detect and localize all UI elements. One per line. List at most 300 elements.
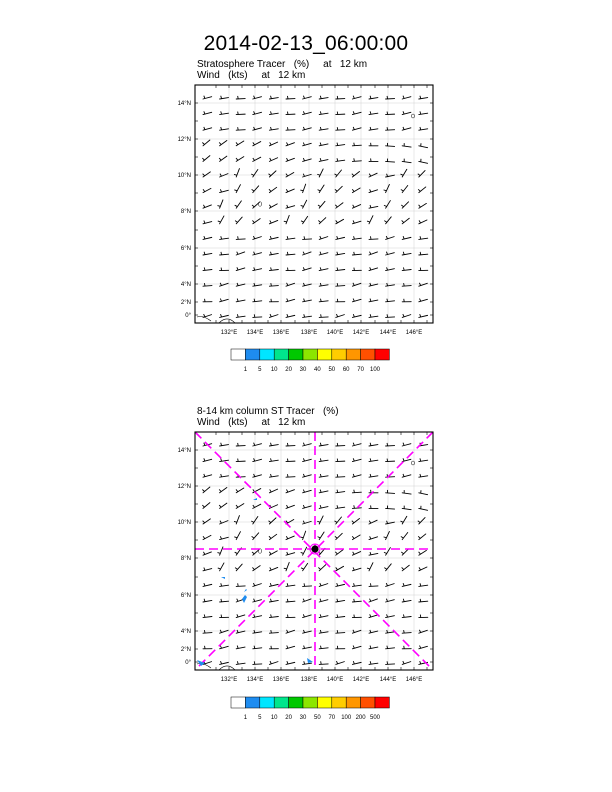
wind-barb-flag [418,521,420,523]
wind-barb-flag [387,112,388,115]
wind-barb-flag [203,205,204,208]
coastline [219,666,235,670]
panel1-colorbar [200,347,420,384]
wind-barb-flag [217,553,220,554]
wind-barb [253,648,262,649]
colorbar-box [332,697,346,708]
wind-barb [402,493,411,494]
wind-barb-flag [287,283,288,286]
wind-barb-flag [204,614,205,617]
wind-barb-flag [221,96,222,99]
wind-barb-flag [387,283,388,286]
wind-barb [336,517,342,524]
wind-barb-flag [303,158,304,161]
wind-barb-flag [269,189,271,191]
wind-barb-flag [320,158,321,161]
wind-barb [303,547,307,555]
wind-barb-flag [269,174,271,176]
wind-barb-flag [221,111,222,114]
wind-barb [386,531,390,539]
wind-barb-flag [387,459,388,462]
wind-barb-flag [237,614,238,617]
wind-barb-flag [370,474,371,477]
wind-barb-flag [401,205,403,207]
wind-barb-flag [286,189,288,192]
wind-barb-flag [303,96,304,99]
colorbar-label: 30 [299,367,307,373]
wind-barb-flag [420,236,421,239]
wind-barb-flag [271,111,272,114]
wind-barb-flag [320,505,321,508]
colorbar-box [332,349,346,360]
wind-barb-flag [401,189,404,191]
wind-barb-flag [287,298,288,301]
wind-barb-flag [370,458,371,461]
wind-barb-flag [303,599,304,602]
wind-barb-flag [403,614,404,617]
colorbar-box [231,697,245,708]
wind-barb-flag [220,536,221,539]
wind-barb-flag [352,189,354,191]
wind-barb-flag [219,142,221,144]
wind-barb-flag [337,614,338,617]
wind-barb-flag [419,283,420,286]
colorbar-box [245,349,259,360]
colorbar-label: 1 [243,715,248,721]
wind-barb-flag [220,283,221,286]
wind-barb-flag [336,567,338,569]
wind-barb [402,161,411,162]
wind-barb-flag [287,252,288,255]
wind-barb-flag [337,112,338,115]
wind-barb-flag [403,96,404,99]
wind-barb-flag [353,474,354,477]
wind-barb-flag [304,236,305,239]
colorbar-box [289,697,303,708]
wind-barb-flag [419,552,421,554]
wind-barb-flag [420,645,421,648]
colorbar-box [303,349,317,360]
wind-barb [419,601,428,602]
wind-barb-flag [236,505,238,507]
wind-barb-flag [353,205,355,208]
wind-barb-flag [236,158,238,160]
wind-barb-flag [370,267,371,270]
colorbar-box [361,697,375,708]
wind-barb-flag [237,599,238,602]
wind-barb [352,145,361,146]
lat-label: 6°N [180,246,191,252]
wind-barb-flag [403,661,404,664]
wind-barb-flag [270,489,272,492]
wind-barb-flag [335,189,337,191]
colorbar-label: 20 [285,367,292,373]
wind-barb [269,286,278,287]
wind-barb-flag [221,583,222,586]
wind-barb [253,566,260,571]
lat-label: 0° [185,313,191,319]
wind-barb [386,184,390,192]
wind-barb [319,532,324,540]
wind-barb [203,286,212,287]
wind-barb-flag [353,298,354,301]
wind-barb [220,563,224,571]
wind-barb [336,550,343,555]
wind-barb-flag [221,661,222,664]
wind-barb [319,516,323,524]
wind-barb-flag [254,474,255,477]
wind-barb-flag [300,190,303,191]
panel1-title-line2: Wind (kts) at 12 km [197,70,306,81]
wind-barb-flag [403,127,404,130]
wind-barb-flag [403,111,404,114]
wind-barb-flag [252,552,254,554]
wind-barb-flag [269,521,271,523]
wind-barb-flag [370,443,371,446]
wind-barb [203,633,212,634]
wind-barb-flag [252,536,254,538]
wind-barb-flag [220,521,221,524]
lon-label: 136°E [272,677,290,683]
wind-barb-flag [370,299,371,302]
wind-barb-flag [353,127,354,130]
wind-barb-flag [286,536,288,539]
wind-barb [236,185,240,193]
lon-label: 146°E [405,677,423,683]
wind-barb [253,219,260,224]
colorbar-box [346,349,360,360]
wind-barb [352,171,359,177]
wind-barb [419,187,426,193]
wind-barb-flag [387,127,388,130]
wind-barb-flag [303,521,304,524]
wind-barb-flag [370,111,371,114]
colorbar-box [375,697,389,708]
wind-barb-flag [353,220,354,223]
tracer-blob [221,577,225,579]
panel2-map [170,432,450,692]
wind-barb-flag [287,443,288,446]
wind-barb-flag [335,536,337,538]
wind-barb [419,493,428,495]
lat-label: 10°N [177,520,191,526]
colorbar-label: 200 [355,715,366,721]
wind-barb [386,217,392,224]
wind-barb-flag [238,127,239,130]
wind-barb-flag [318,221,320,223]
wind-barb-flag [337,252,338,255]
panel1-title-line1: Stratosphere Tracer (%) at 12 km [197,59,368,70]
wind-barb-flag [204,111,205,114]
wind-barb [352,492,361,493]
lat-label: 2°N [180,647,191,653]
wind-barb-flag [418,536,420,538]
wind-barb-flag [254,630,255,633]
wind-barb-flag [220,174,221,177]
lat-label: 14°N [177,101,191,107]
wind-barb-flag [354,583,355,586]
wind-barb-flag [252,220,254,222]
coastline [197,317,211,322]
wind-barb-flag [321,314,322,317]
wind-barb-flag [336,314,337,317]
wind-barb [236,169,239,177]
wind-barb-flag [204,599,205,602]
wind-barb [269,518,276,524]
wind-barb-flag [287,552,288,555]
wind-barb-flag [221,314,222,317]
colorbar-label: 60 [342,367,350,373]
wind-barb [203,156,210,162]
wind-barb-flag [387,661,388,664]
wind-barb-flag [304,314,305,317]
wind-barb-flag [221,474,222,477]
wind-barb-flag [204,474,205,477]
wind-barb [269,617,278,618]
wind-barb [203,519,210,524]
wind-barb-flag [204,96,205,99]
wind-barb-flag [387,521,388,524]
wind-barb [269,270,278,271]
wind-barb-flag [403,474,404,477]
lat-label: 14°N [177,448,191,454]
wind-barb-flag [352,521,354,523]
wind-barb [419,254,428,255]
wind-barb-flag [384,190,387,191]
wind-barb-flag [420,314,421,317]
wind-barb [402,270,411,271]
colorbar-box [260,697,274,708]
center-marker [311,545,318,552]
wind-barb-flag [337,490,338,493]
wind-barb-flag [254,111,255,114]
colorbar-box [317,697,331,708]
wind-barb [386,648,395,649]
colorbar-label: 5 [258,367,262,373]
wind-barb-flag [320,267,321,270]
wind-barb-flag [238,583,239,586]
wind-barb [402,169,407,177]
wind-barb-flag [237,630,238,633]
wind-barb-flag [337,630,338,633]
wind-barb-flag [270,142,272,145]
wind-barb-flag [336,661,337,664]
wind-barb-flag [387,267,388,270]
wind-barb-flag [287,474,288,477]
wind-barb [220,488,227,493]
wind-barb-flag [218,568,221,569]
wind-barb [319,169,323,177]
wind-barb-flag [204,283,205,286]
wind-barb-flag [370,189,371,192]
wind-barb [236,564,242,571]
wind-barb [303,563,308,570]
colorbar-box [289,349,303,360]
wind-barb-flag [367,568,370,569]
wind-barb-flag [420,661,421,664]
wind-barb [386,146,395,147]
wind-barb-flag [271,443,272,446]
wind-barb [336,633,345,634]
wind-barb-flag [337,443,338,446]
wind-barb-flag [204,630,205,633]
wind-barb-flag [269,552,271,554]
wind-barb-flag [287,236,288,239]
wind-barb-flag [304,583,305,586]
wind-barb-flag [353,630,354,633]
lon-label: 132°E [220,677,238,683]
wind-barb-flag [221,599,222,602]
wind-barb-flag [301,568,304,569]
wind-barb-flag [253,583,254,586]
wind-barb-flag [384,568,387,570]
wind-barb-flag [320,127,321,130]
wind-barb-flag [320,490,321,493]
lon-label: 140°E [326,330,344,336]
wind-barb-flag [286,505,287,508]
wind-barb [286,215,289,223]
wind-barb [386,301,395,302]
wind-barb-flag [353,96,354,99]
wind-barb [319,648,328,649]
lon-label: 142°E [352,330,370,336]
wind-barb-flag [320,96,321,99]
panel1-map-svg [170,85,450,345]
wind-barb [220,503,227,508]
wind-barb [220,601,229,602]
wind-barb-flag [203,174,205,176]
wind-barb-flag [318,537,321,538]
wind-barb-flag [237,252,238,255]
wind-barb-flag [337,474,338,477]
wind-barb-flag [219,489,221,491]
colorbar-box [346,697,360,708]
wind-barb-flag [353,552,355,555]
wind-barb-flag [237,267,238,270]
wind-barb-flag [387,630,388,633]
wind-barb-flag [420,127,421,130]
wind-barb [203,140,210,146]
wind-barb-flag [370,630,371,633]
wind-barb [386,161,395,162]
wind-barb-flag [219,158,221,160]
wind-barb-flag [418,174,420,176]
wind-barb [419,508,428,510]
wind-barb-flag [284,568,287,569]
colorbar-box [231,349,245,360]
wind-barb-flag [370,661,371,664]
wind-barb [402,202,408,208]
colorbar-box [260,349,274,360]
wind-barb-flag [370,646,371,649]
lat-label: 8°N [180,556,191,562]
wind-barb [352,601,361,602]
wind-barb [369,563,373,571]
wind-barb-flag [320,599,321,602]
lat-label: 12°N [177,484,191,490]
panel2-title-line2: Wind (kts) at 12 km [197,417,306,428]
wind-barb-flag [287,205,288,208]
colorbar-label: 20 [285,715,292,721]
wind-barb-flag [387,299,388,302]
wind-barb-flag [320,443,321,446]
panel2-colorbar-svg [200,695,420,727]
wind-barb-flag [287,96,288,99]
wind-barb-flag [420,252,421,255]
wind-barb [352,254,361,255]
wind-barb-flag [337,267,338,270]
wind-barb-flag [252,567,254,569]
wind-barb-flag [402,567,404,569]
wind-barb-flag [336,220,338,222]
wind-barb-flag [320,646,321,649]
wind-barb-flag [320,236,321,239]
wind-barb [352,508,361,509]
wind-barb-flag [387,174,388,177]
wind-barb-flag [403,252,404,255]
wind-barb [253,301,262,302]
wind-barb-flag [420,458,421,461]
wind-barb-flag [370,205,371,208]
wind-barb-flag [217,206,220,207]
wind-barb-flag [418,189,420,191]
wind-barb [203,270,212,271]
wind-barb-flag [384,221,387,223]
wind-barb-flag [270,236,271,239]
wind-barb-flag [370,583,371,586]
wind-barb-flag [403,583,404,586]
wind-barb-flag [318,205,321,207]
wind-barb-flag [203,536,205,538]
wind-barb [220,141,227,146]
wind-barb-flag [304,299,305,302]
wind-barb-flag [320,143,321,146]
wind-barb [419,534,426,540]
wind-barb-flag [220,298,221,301]
wind-barb [336,270,345,271]
wind-barb-flag [204,314,205,317]
lat-label: 6°N [180,593,191,599]
wind-barb-flag [320,630,321,633]
wind-barb-flag [386,236,387,239]
lon-label: 142°E [352,677,370,683]
wind-barb-flag [420,583,421,586]
wind-barb-flag [270,252,271,255]
lat-label: 2°N [180,300,191,306]
wind-barb-flag [303,142,304,145]
lon-label: 146°E [405,330,423,336]
wind-barb-flag [221,236,222,239]
wind-barb-flag [271,283,272,286]
wind-barb-flag [287,599,288,602]
colorbar-label: 30 [299,715,307,721]
wind-barb-flag [303,111,304,114]
wind-barb [236,532,240,540]
wind-barb-flag [337,283,338,286]
wind-barb [402,186,408,193]
wind-barb [236,217,242,224]
wind-barb-flag [387,614,388,617]
wind-barb [236,516,239,524]
wind-barb-flag [286,489,287,492]
wind-barb-flag [287,645,288,648]
wind-barb-flag [320,283,321,286]
wind-barb [336,286,345,287]
wind-barb [419,171,425,177]
lat-label: 4°N [180,282,191,288]
wind-barb-flag [271,474,272,477]
wind-barb-flag [369,252,370,255]
